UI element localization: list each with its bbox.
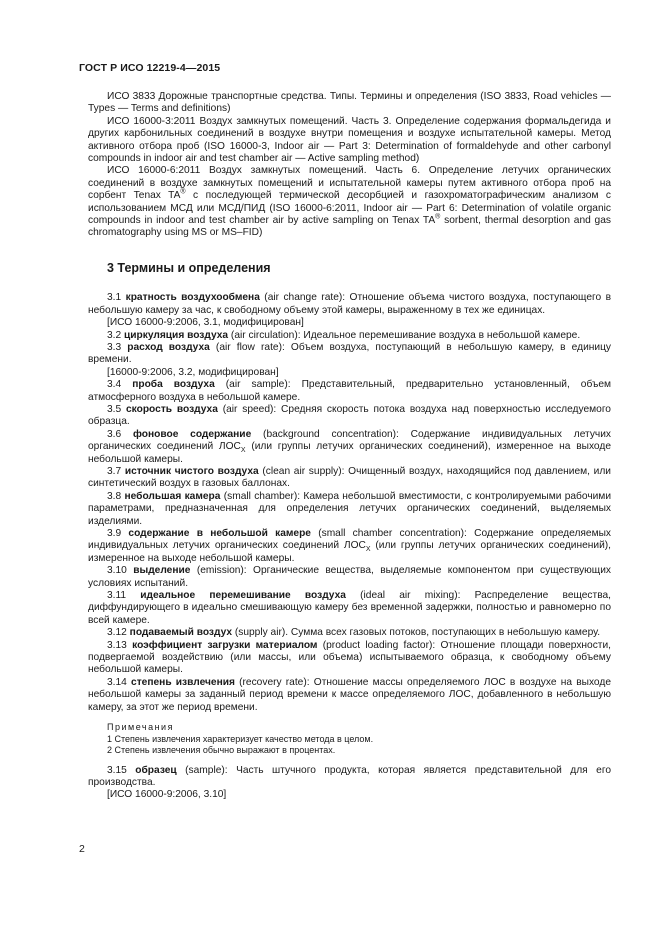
reference-iso-3833: ИСО 3833 Дорожные транспортные средства. Типы. Термины и определения (ISO 3833, Road vehicles — Types — Terms and definitions) [88, 91, 611, 115]
page-number: 2 [79, 843, 85, 855]
notes-title: Примечания [107, 722, 174, 733]
term-3-1-source: [ИСО 16000-9:2006, 3.1, модифицирован] [107, 317, 304, 329]
term-3-2: 3.2 циркуляция воздуха (air circulation): Идеальное перемешивание воздуха в небольшой камере. [107, 329, 581, 341]
note-item: 2 Степень извлечения обычно выражают в процентах. [107, 744, 336, 755]
term-3-15: 3.15 образец (sample): Часть штучного продукта, которая является представительной для его производства. [88, 764, 611, 788]
term-3-6: 3.6 фоновое содержание (background concentration): Содержание индивидуальных летучих органических соединений $ЛОС_X$ (или группы летучих органических соединений), измеренное на выходе небольшой камеры. [88, 428, 612, 465]
term-3-3: 3.3 расход воздуха (air flow rate): Объем воздуха, поступающий в небольшую камеру, в единицу времени. [88, 341, 612, 366]
reference-iso-16000-3: ИСО 16000-3:2011 Воздух замкнутых помещений. Часть 3. Определение содержания формальдегида и других карбонильных соединений в воздухе внутри помещения и воздухе испытательной камеры. Метод активного отбора проб (ISO 16000-3, Indoor air — Part 3: Determination of formaldehyde and other carbonyl compounds in indoor air and test chamber air — Active sampling method) [88, 115, 611, 165]
term-3-14: 3.14 степень извлечения (recovery rate): Отношение массы определяемого ЛОС в воздухе на выходе небольшой камеры за заданный период времени к массе определяемого ЛОС, добавленного в небольшую камеру, за этот же период времени. [88, 676, 611, 713]
section-title: 3 Термины и определения [107, 260, 271, 275]
registered-mark: ® [180, 188, 186, 196]
term-3-15-source: [ИСО 16000-9:2006, 3.10] [107, 789, 227, 801]
term-3-8: 3.8 небольшая камера (small chamber): Камера небольшой вместимости, с контролируемыми рабочими параметрами, предназначенная для определения летучих органических соединений, выделяемых изделиями. [88, 490, 612, 527]
note-item: 1 Степень извлечения характеризует качество метода в целом. [107, 733, 374, 744]
term-3-12: 3.12 подаваемый воздух (supply air). Сумма всех газовых потоков, поступающих в небольшую камеру. [107, 627, 601, 639]
term-3-4: 3.4 проба воздуха (air sample): Представительный, предварительно установленный, объем атмосферного воздуха в небольшой камере. [88, 379, 612, 403]
page-content [88, 91, 611, 802]
registered-mark: ® [435, 213, 441, 221]
term-3-1: 3.1 кратность воздухообмена (air change rate): Отношение объема чистого воздуха, поступающего в небольшую камеру за час, к свободному объему этой камеры, выраженному в тех же единицах. [88, 292, 611, 316]
term-3-11: 3.11 идеальное перемешивание воздуха (ideal air mixing): Распределение вещества, диффундирующего в идеально смешивающую камеру без временной задержки, полностью и равномерно по всей камере. [88, 590, 611, 626]
term-3-10: 3.10 выделение (emission): Органические вещества, выделяемые компонентом при существующих условиях испытаний. [88, 565, 611, 589]
term-3-13: 3.13 коэффициент загрузки материалом (product loading factor): Отношение площади поверхности, подвергаемой воздействию (или массы, или объема) испытываемого образца, к свободному объему небольшой камеры. [88, 639, 611, 676]
reference-iso-16000-6: ИСО 16000-6:2011 Воздух замкнутых помещений. Часть 6. Определение летучих органических соединений в воздухе замкнутых помещений и испытательной камеры путем активного отбора проб на сорбент Tenax TA® с последующей термической десорбцией и газохроматографическим анализом с использованием МСД или МСД/ПИД (ISO 16000-6:2011, Indoor air — Part 6: Determination of volatile organic compounds in indoor and test chamber air by active sampling on Tenax TA® sorbent, thermal desorption and gas chromatography using MS or MS–FID) [88, 165, 612, 239]
term-3-7: 3.7 источник чистого воздуха (clean air supply): Очищенный воздух, находящийся под давлением, или синтетический воздух в газовых баллонах. [88, 465, 611, 490]
term-3-9: 3.9 содержание в небольшой камере (small chamber concentration): Содержание определяемых индивидуальных летучих органических соединений $ЛОС_X$ (или группы летучих органических соединений), измеренное на выходе небольшой камеры. [88, 528, 611, 564]
term-3-5: 3.5 скорость воздуха (air speed): Средняя скорость потока воздуха над поверхностью исследуемого образца. [88, 403, 611, 428]
term-3-3-source: [16000-9:2006, 3.2, модифицирован] [107, 366, 279, 378]
document-header: ГОСТ Р ИСО 12219-4—2015 [79, 62, 221, 74]
